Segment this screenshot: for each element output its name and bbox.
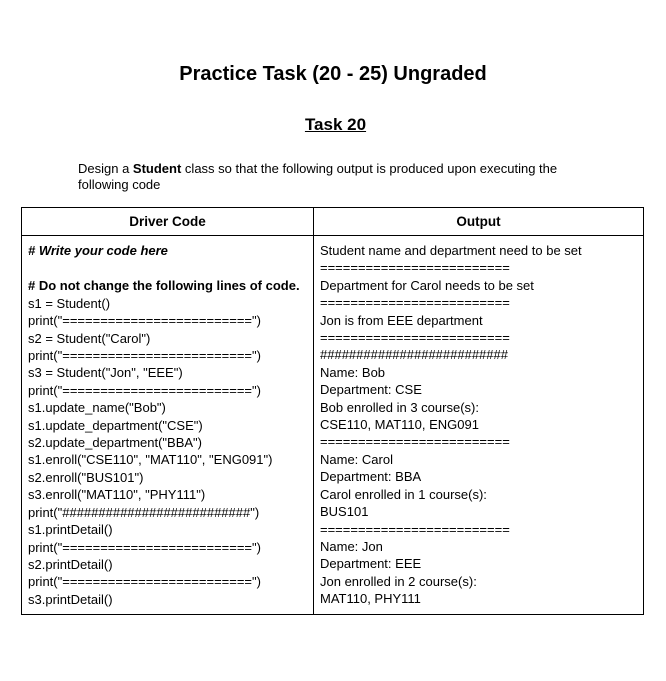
output-line: Jon is from EEE department: [320, 312, 483, 328]
output-line: Department for Carol needs to be set: [320, 277, 534, 293]
code-line: s1.enroll("CSE110", "MAT110", "ENG091"): [28, 452, 273, 468]
output-line: ##########################: [320, 347, 508, 363]
output-line: Jon enrolled in 2 course(s):: [320, 573, 477, 589]
output-line: =========================: [320, 295, 510, 311]
task-heading: Task 20: [304, 115, 367, 134]
code-line: s3 = Student("Jon", "EEE"): [28, 365, 183, 381]
page-title: Practice Task (20 - 25) Ungraded: [179, 63, 487, 85]
output-line: CSE110, MAT110, ENG091: [320, 417, 479, 433]
driver-code-header: Driver Code: [22, 208, 314, 236]
output-line: Carol enrolled in 1 course(s):: [320, 486, 487, 502]
code-line: s3.printDetail(): [28, 591, 113, 607]
description-text-end: class so that the following output is produced upon executing the following code: [78, 161, 558, 192]
description-class-name: Student: [132, 161, 182, 176]
code-line: s1.update_department("CSE"): [28, 417, 203, 433]
code-line: s2.printDetail(): [28, 556, 113, 572]
code-line: print("========================="): [28, 574, 261, 590]
output-line: Department: BBA: [320, 469, 422, 485]
code-line: print("========================="): [28, 348, 261, 364]
output-lines: [320, 294, 638, 607]
output-line: BUS101: [320, 504, 369, 520]
code-line: s1.printDetail(): [28, 522, 113, 538]
code-comment-do-not-change: # Do not change the following lines of code.: [28, 278, 300, 294]
output-line: Student name and department need to be set: [320, 243, 582, 258]
code-line: s1 = Student(): [28, 295, 111, 311]
code-line: s3.enroll("MAT110", "PHY111"): [28, 487, 206, 503]
code-line: s1.update_name("Bob"): [28, 400, 166, 416]
output-line: =========================: [320, 260, 510, 276]
output-line: Name: Bob: [320, 364, 386, 380]
table-header-row: [22, 208, 644, 236]
output-line: MAT110, PHY111: [320, 591, 421, 607]
output-line: Department: EEE: [320, 556, 422, 572]
output-line: =========================: [320, 521, 510, 537]
code-line: s2 = Student("Carol"): [28, 330, 151, 346]
code-gap: [28, 259, 308, 277]
output-header: Output: [314, 208, 644, 236]
task-table: [21, 207, 644, 615]
task-description: [78, 161, 598, 193]
output-line: =========================: [320, 330, 510, 346]
code-line: s2.update_department("BBA"): [28, 435, 202, 451]
output-line: Bob enrolled in 3 course(s):: [320, 399, 479, 415]
code-line: s2.enroll("BUS101"): [28, 469, 144, 485]
driver-code-cell: [22, 236, 314, 615]
code-line: print("##########################"): [28, 504, 260, 520]
output-line: Department: CSE: [320, 382, 422, 398]
code-line: print("========================="): [28, 382, 261, 398]
code-line: print("========================="): [28, 313, 261, 329]
output-line: =========================: [320, 434, 510, 450]
code-comment-write: # Write your code here: [28, 243, 168, 258]
output-line: Name: Carol: [320, 451, 393, 467]
description-text-start: Design a: [78, 161, 133, 176]
table-body-row: [22, 236, 644, 615]
driver-code-lines: [28, 295, 308, 608]
code-line: print("========================="): [28, 539, 261, 555]
output-line: Name: Jon: [320, 538, 383, 554]
output-cell: [314, 236, 644, 615]
